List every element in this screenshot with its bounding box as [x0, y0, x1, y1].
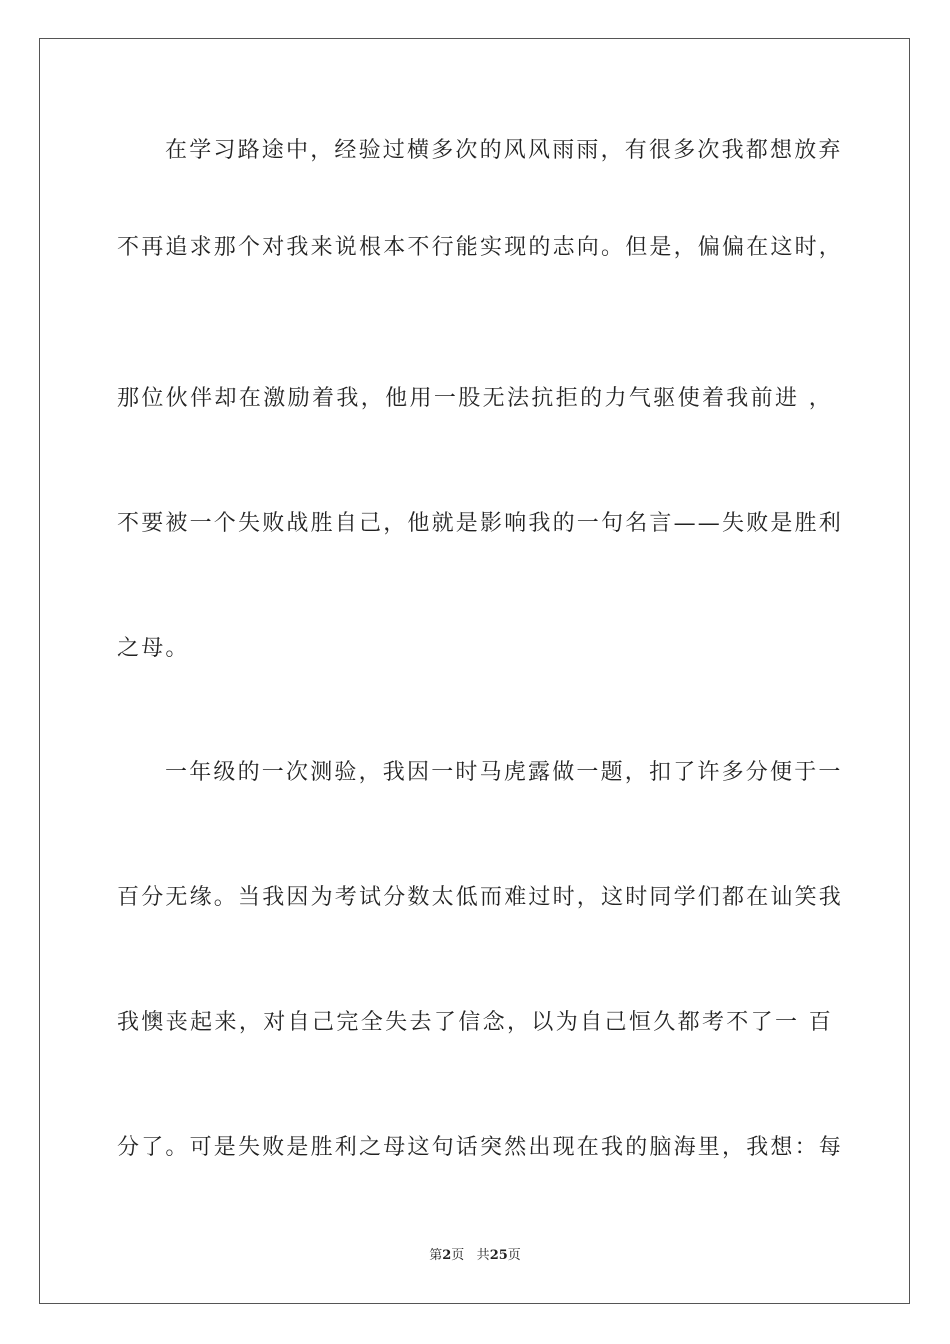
paragraph-line: 百分无缘。当我因为考试分数太低而难过时，这时同学们都在讪笑我 — [117, 885, 844, 910]
paragraph-line: 不再追求那个对我来说根本不行能实现的志向。但是，偏偏在这时， — [117, 235, 844, 260]
total-pages: 25 — [489, 1248, 508, 1263]
total-suffix: 页 — [507, 1248, 521, 1263]
page-suffix: 页 — [451, 1248, 465, 1263]
paragraph-line: 分了。可是失败是胜利之母这句话突然出现在我的脑海里，我想：每 — [117, 1135, 844, 1160]
total-prefix: 共 — [476, 1248, 490, 1263]
paragraph-line: 那位伙伴却在激励着我，他用一股无法抗拒的力气驱使着我前进 ， — [117, 386, 833, 411]
page-border — [39, 38, 910, 1304]
paragraph-line: 我懊丧起来，对自己完全失去了信念，以为自己恒久都考不了一 百 — [117, 1010, 833, 1035]
paragraph-line: 在学习路途中，经验过横多次的风风雨雨，有很多次我都想放弃 — [165, 138, 843, 163]
paragraph-line: 之母。 — [117, 636, 190, 661]
page-prefix: 第 — [429, 1248, 443, 1263]
paragraph-line: 不要被一个失败战胜自己，他就是影响我的一句名言——失败是胜利 — [117, 511, 844, 536]
page-number: 2 — [442, 1248, 452, 1263]
page-footer — [0, 1246, 950, 1266]
paragraph-line: 一年级的一次测验，我因一时马虎露做一题，扣了许多分便于一 — [165, 760, 843, 785]
